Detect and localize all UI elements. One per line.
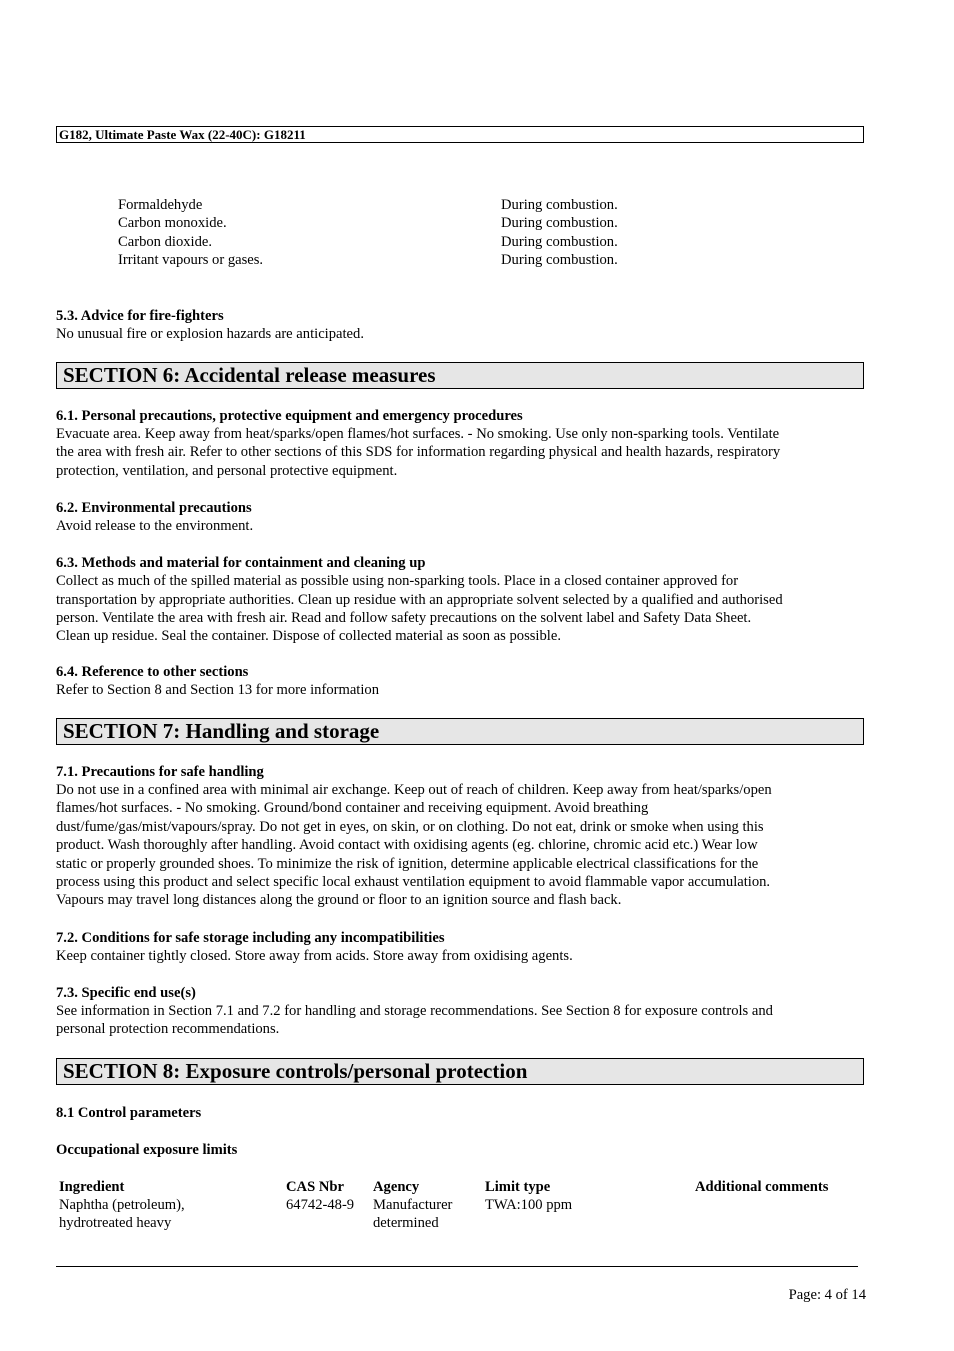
table-cell-agency: Manufacturer: [373, 1197, 453, 1213]
section-8-title: SECTION 8: Exposure controls/personal protection: [56, 1058, 864, 1085]
paragraph-line: See information in Section 7.1 and 7.2 for handling and storage recommendations. See Section 8 for exposure controls and: [56, 1003, 773, 1019]
table-header-limit-type: Limit type: [485, 1179, 551, 1195]
table-cell-ingredient: hydrotreated heavy: [59, 1215, 172, 1231]
paragraph-line: protection, ventilation, and personal protective equipment.: [56, 463, 398, 479]
paragraph-line: dust/fume/gas/mist/vapours/spray. Do not get in eyes, on skin, or on clothing. Do not eat, drink or smoke when using this: [56, 819, 764, 835]
footer-rule: [56, 1266, 858, 1267]
oel-heading: Occupational exposure limits: [56, 1142, 238, 1158]
subsection-text-5-3: No unusual fire or explosion hazards are anticipated.: [56, 326, 364, 342]
combustion-condition: During combustion.: [501, 197, 618, 213]
paragraph-line: Do not use in a confined area with minimal air exchange. Keep out of reach of children. Keep away from heat/sparks/open: [56, 782, 772, 798]
table-header-cas: CAS Nbr: [286, 1179, 344, 1195]
combustion-substance: Carbon dioxide.: [118, 234, 213, 250]
table-header-ingredient: Ingredient: [59, 1179, 125, 1195]
combustion-condition: During combustion.: [501, 234, 618, 250]
subsection-text-7-2: Keep container tightly closed. Store away from acids. Store away from oxidising agents.: [56, 948, 573, 964]
subsection-heading-7-1: 7.1. Precautions for safe handling: [56, 764, 264, 780]
section-6-title: SECTION 6: Accidental release measures: [56, 362, 864, 389]
paragraph-line: person. Ventilate the area with fresh air. Read and follow safety precautions on the solvent label and Safety Data Sheet.: [56, 610, 752, 626]
subsection-heading-6-4: 6.4. Reference to other sections: [56, 664, 249, 680]
table-header-additional-comments: Additional comments: [695, 1179, 829, 1195]
paragraph-line: transportation by appropriate authorities. Clean up residue with an appropriate solvent selected by a qualified and authorised: [56, 592, 783, 608]
combustion-substance: Formaldehyde: [118, 197, 203, 213]
paragraph-line: Clean up residue. Seal the container. Dispose of collected material as soon as possible.: [56, 628, 561, 644]
subsection-heading-6-1: 6.1. Personal precautions, protective equipment and emergency procedures: [56, 408, 523, 424]
paragraph-line: personal protection recommendations.: [56, 1021, 280, 1037]
paragraph-line: the area with fresh air. Refer to other sections of this SDS for information regarding physical and health hazards, respiratory: [56, 444, 781, 460]
paragraph-line: static or properly grounded shoes. To minimize the risk of ignition, determine applicable electrical classifications for the: [56, 856, 759, 872]
table-cell-agency: determined: [373, 1215, 439, 1231]
paragraph-line: Vapours may travel long distances along the ground or floor to an ignition source and flash back.: [56, 892, 622, 908]
paragraph-line: process using this product and select specific local exhaust ventilation equipment to avoid flammable vapor accumulation.: [56, 874, 771, 890]
paragraph-line: product. Wash thoroughly after handling. Avoid contact with oxidising agents (eg. chlorine, chromic acid etc.) Wear low: [56, 837, 758, 853]
combustion-condition: During combustion.: [501, 215, 618, 231]
subsection-heading-8-1: 8.1 Control parameters: [56, 1105, 202, 1121]
section-7-title: SECTION 7: Handling and storage: [56, 718, 864, 745]
table-cell-cas: 64742-48-9: [286, 1197, 355, 1213]
combustion-substance: Carbon monoxide.: [118, 215, 227, 231]
combustion-substance: Irritant vapours or gases.: [118, 252, 264, 268]
table-header-agency: Agency: [373, 1179, 420, 1195]
subsection-text-6-4: Refer to Section 8 and Section 13 for more information: [56, 682, 380, 698]
subsection-heading-6-3: 6.3. Methods and material for containment and cleaning up: [56, 555, 426, 571]
paragraph-line: flames/hot surfaces. - No smoking. Ground/bond container and receiving equipment. Avoid breathing: [56, 800, 649, 816]
subsection-text-6-2: Avoid release to the environment.: [56, 518, 254, 534]
document-header: G182, Ultimate Paste Wax (22-40C): G18211: [56, 126, 864, 143]
paragraph-line: Collect as much of the spilled material as possible using non-sparking tools. Place in a closed container approved for: [56, 573, 739, 589]
subsection-heading-7-3: 7.3. Specific end use(s): [56, 985, 196, 1001]
subsection-heading-7-2: 7.2. Conditions for safe storage including any incompatibilities: [56, 930, 445, 946]
table-cell-ingredient: Naphtha (petroleum),: [59, 1197, 185, 1213]
table-cell-limit-type: TWA:100 ppm: [485, 1197, 573, 1213]
page-number: Page: 4 of 14: [788, 1287, 866, 1303]
subsection-heading-6-2: 6.2. Environmental precautions: [56, 500, 252, 516]
paragraph-line: Evacuate area. Keep away from heat/sparks/open flames/hot surfaces. - No smoking. Use only non-sparking tools. Ventilate: [56, 426, 780, 442]
combustion-condition: During combustion.: [501, 252, 618, 268]
subsection-heading-5-3: 5.3. Advice for fire-fighters: [56, 308, 224, 324]
